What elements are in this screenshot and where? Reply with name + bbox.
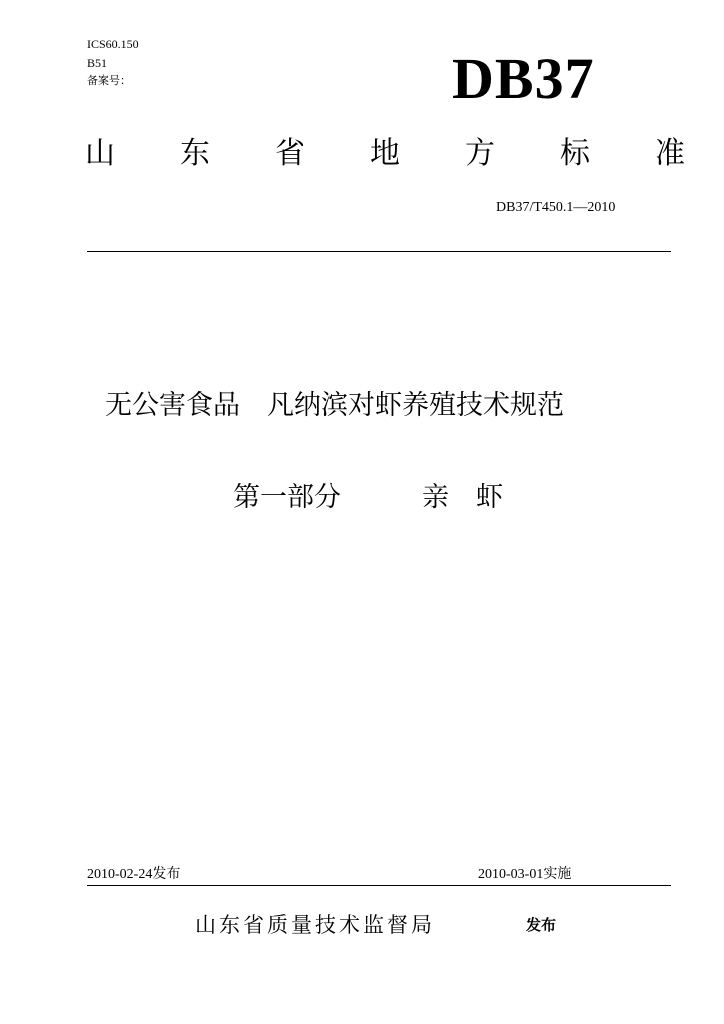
document-subtitle: 第一部分 亲 虾 <box>233 482 503 513</box>
implement-date-label: 实施 <box>543 866 572 882</box>
db-code-logo: DB37 <box>452 46 595 111</box>
issuing-authority-suffix: 发布 <box>526 916 557 934</box>
standard-type-char: 省 <box>275 136 305 171</box>
document-main-title: 无公害食品 凡纳滨对虾养殖技术规范 <box>105 390 564 421</box>
standard-type-char: 山 <box>85 136 115 171</box>
top-divider <box>87 251 671 252</box>
standard-type-char: 东 <box>180 136 210 171</box>
bottom-divider <box>87 885 671 886</box>
publish-date-label: 发布 <box>152 866 181 882</box>
standard-type-char: 标 <box>560 136 590 171</box>
publish-date <box>87 865 180 884</box>
issuing-authority: 山东省质量技术监督局 <box>195 913 435 937</box>
publish-date-value: 2010-02-24 <box>87 867 153 882</box>
record-number-label: 备案号： <box>87 74 131 87</box>
standard-type-char: 地 <box>370 136 400 171</box>
implement-date <box>478 865 571 884</box>
implement-date-value: 2010-03-01 <box>478 867 544 882</box>
standard-type-char: 准 <box>655 136 685 171</box>
ics-code: ICS60.150 <box>87 37 139 51</box>
standard-type-char: 方 <box>465 136 495 171</box>
standard-type-title <box>85 136 685 176</box>
classification-code: B51 <box>87 56 108 70</box>
standard-number: DB37/T450.1—2010 <box>496 200 616 215</box>
